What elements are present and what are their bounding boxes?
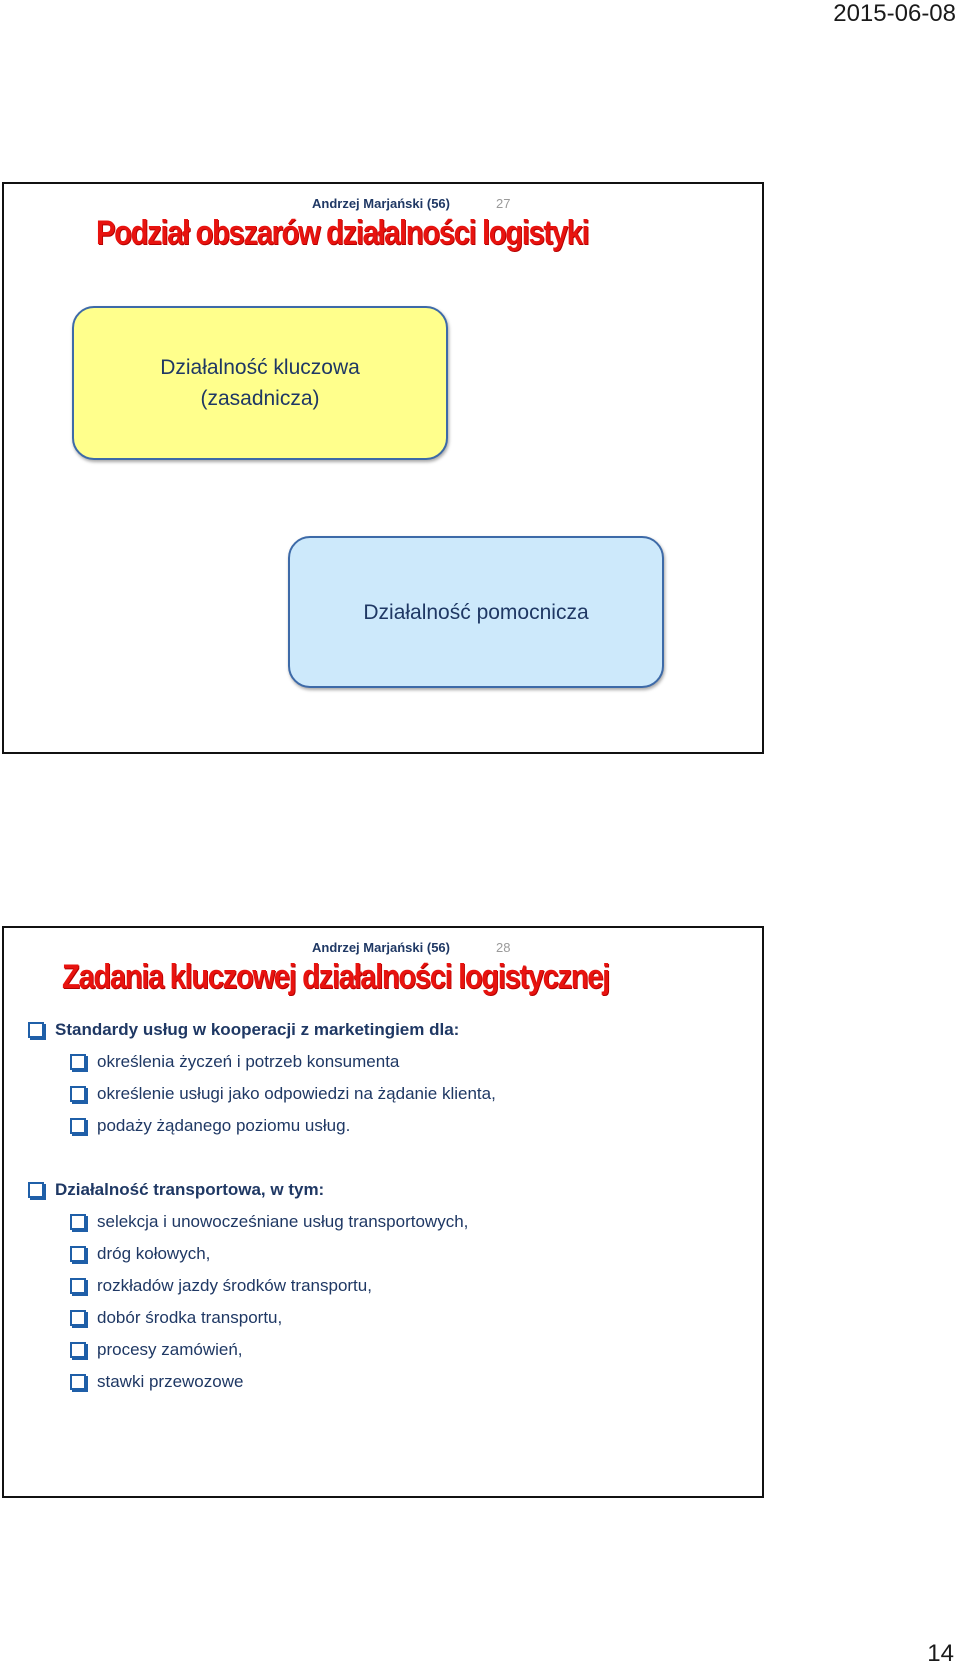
checkbox-bullet-icon (70, 1342, 86, 1358)
list-item (70, 1340, 243, 1360)
list-item-text: określenia życzeń i potrzeb konsumenta (97, 1052, 400, 1071)
list-item-text: stawki przewozowe (97, 1372, 244, 1391)
slide-title: Podział obszarów działalności logistyki (96, 214, 589, 252)
page-date: 2015-06-08 (833, 0, 956, 27)
list-item (70, 1212, 468, 1232)
slide-title: Zadania kluczowej działalności logistycznej (62, 958, 609, 996)
list-item (70, 1276, 372, 1296)
checkbox-bullet-icon (70, 1246, 86, 1262)
list-item-text: dróg kołowych, (97, 1244, 211, 1263)
list-heading (28, 1180, 324, 1200)
checkbox-bullet-icon (70, 1118, 86, 1134)
list-item (70, 1084, 496, 1104)
support-activity-box (288, 536, 664, 688)
list-item (70, 1116, 350, 1136)
page-number: 14 (927, 1640, 954, 1667)
list-item-text: podaży żądanego poziomu usług. (97, 1116, 351, 1135)
core-activity-box (72, 306, 448, 460)
box-line: Działalność kluczowa (160, 356, 360, 379)
checkbox-bullet-icon (70, 1086, 86, 1102)
checkbox-bullet-icon (70, 1310, 86, 1326)
list-item-text: rozkładów jazdy środków transportu, (97, 1276, 372, 1295)
list-item-text: dobór środka transportu, (97, 1308, 283, 1327)
box-line: Działalność pomocnicza (363, 600, 589, 624)
list-item (70, 1244, 210, 1264)
list-heading (28, 1020, 459, 1040)
slide-number: 27 (496, 196, 511, 211)
slide-author: Andrzej Marjański (56) (312, 196, 450, 211)
slide-27 (2, 182, 764, 754)
checkbox-bullet-icon (28, 1022, 44, 1038)
list-item (70, 1308, 282, 1328)
list-heading-text: Działalność transportowa, w tym: (55, 1180, 325, 1199)
checkbox-bullet-icon (70, 1054, 86, 1070)
list-heading-text: Standardy usług w kooperacji z marketingiem dla: (55, 1020, 460, 1039)
checkbox-bullet-icon (28, 1182, 44, 1198)
list-item-text: określenie usługi jako odpowiedzi na żądanie klienta, (97, 1084, 496, 1103)
checkbox-bullet-icon (70, 1374, 86, 1390)
checkbox-bullet-icon (70, 1214, 86, 1230)
slide-28 (2, 926, 764, 1498)
list-item (70, 1372, 243, 1392)
slide-author: Andrzej Marjański (56) (312, 940, 450, 955)
slide-number: 28 (496, 940, 511, 955)
box-line: (zasadnicza) (200, 387, 320, 410)
list-item (70, 1052, 399, 1072)
checkbox-bullet-icon (70, 1278, 86, 1294)
list-item-text: procesy zamówień, (97, 1340, 243, 1359)
list-item-text: selekcja i unowocześniane usług transportowych, (97, 1212, 469, 1231)
